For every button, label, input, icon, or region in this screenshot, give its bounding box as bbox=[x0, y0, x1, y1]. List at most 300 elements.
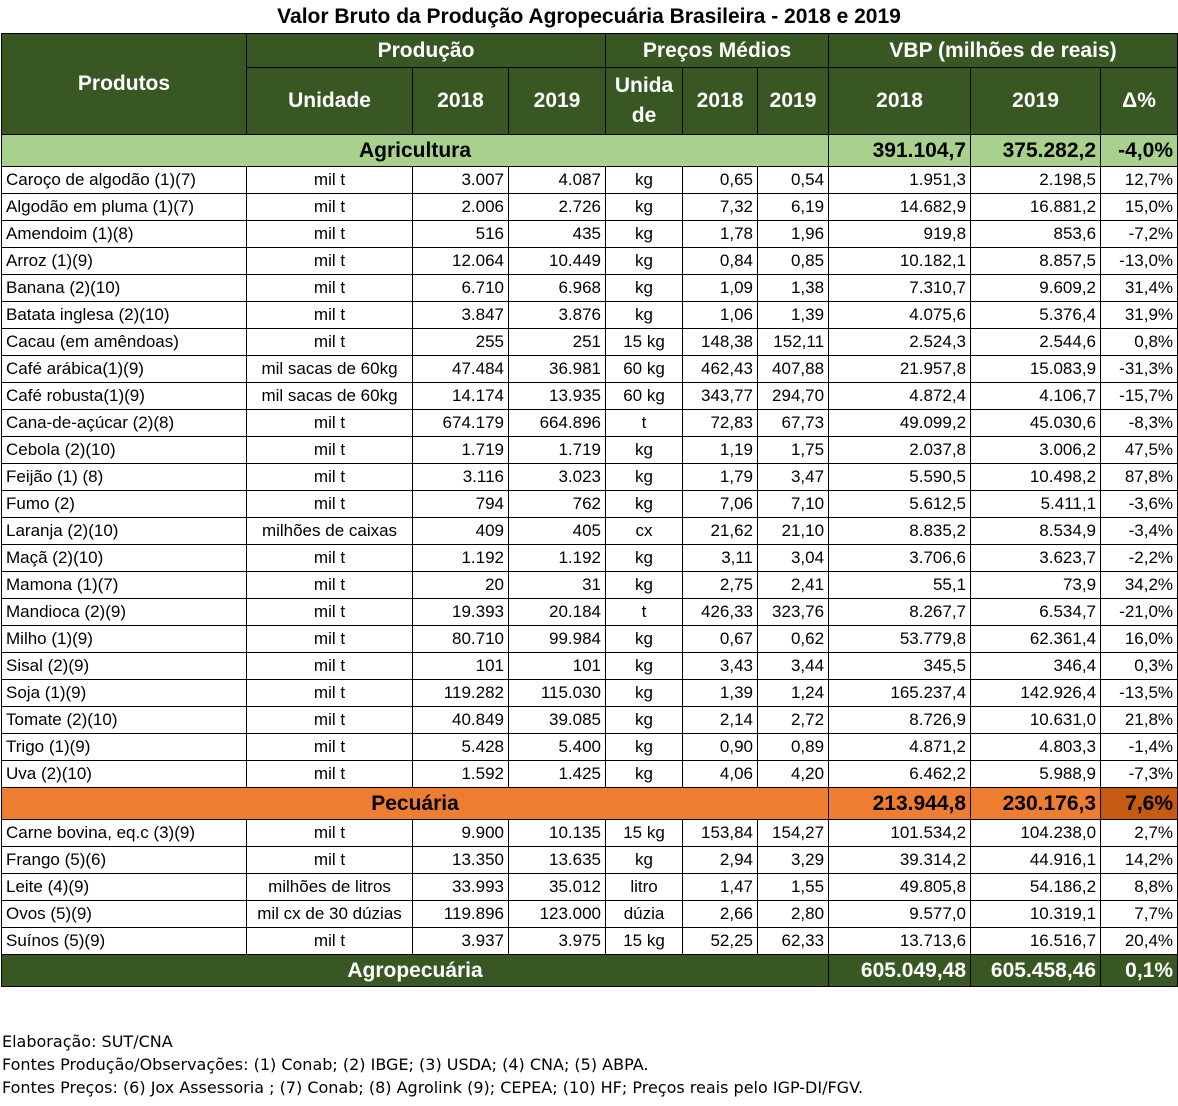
cell-unidade-preco: 15 kg bbox=[606, 928, 683, 955]
cell-preco-2018: 1,39 bbox=[683, 680, 758, 707]
cell-unidade: mil t bbox=[247, 302, 413, 329]
cell-vbp-2018: 8.267,7 bbox=[829, 599, 971, 626]
table-row bbox=[2, 545, 1178, 572]
cell-produto: Soja (1)(9) bbox=[2, 680, 247, 707]
cell-unidade-preco: t bbox=[606, 410, 683, 437]
cell-preco-2018: 1,79 bbox=[683, 464, 758, 491]
cell-producao-2018: 12.064 bbox=[413, 248, 509, 275]
cell-vbp-2018: 101.534,2 bbox=[829, 820, 971, 847]
cell-produto: Sisal (2)(9) bbox=[2, 653, 247, 680]
cell-unidade: mil t bbox=[247, 680, 413, 707]
cell-producao-2019: 20.184 bbox=[509, 599, 606, 626]
cell-unidade-preco: kg bbox=[606, 491, 683, 518]
table-row bbox=[2, 194, 1178, 221]
cell-produto: Milho (1)(9) bbox=[2, 626, 247, 653]
cell-unidade-preco: cx bbox=[606, 518, 683, 545]
cell-unidade-preco: kg bbox=[606, 572, 683, 599]
section-vbp-2019: 605.458,46 bbox=[971, 955, 1101, 987]
cell-delta: -7,3% bbox=[1101, 761, 1178, 788]
table-row bbox=[2, 221, 1178, 248]
cell-unidade-preco: kg bbox=[606, 545, 683, 572]
cell-unidade: mil t bbox=[247, 329, 413, 356]
cell-preco-2018: 21,62 bbox=[683, 518, 758, 545]
cell-preco-2019: 4,20 bbox=[758, 761, 829, 788]
cell-delta: -3,4% bbox=[1101, 518, 1178, 545]
table-row bbox=[2, 653, 1178, 680]
cell-preco-2018: 0,90 bbox=[683, 734, 758, 761]
cell-delta: -31,3% bbox=[1101, 356, 1178, 383]
cell-preco-2018: 2,14 bbox=[683, 707, 758, 734]
cell-producao-2019: 36.981 bbox=[509, 356, 606, 383]
cell-producao-2018: 3.937 bbox=[413, 928, 509, 955]
cell-preco-2019: 2,41 bbox=[758, 572, 829, 599]
section-vbp-2018: 391.104,7 bbox=[829, 135, 971, 167]
cell-producao-2018: 1.719 bbox=[413, 437, 509, 464]
cell-producao-2019: 13.935 bbox=[509, 383, 606, 410]
table-body bbox=[2, 135, 1178, 987]
cell-preco-2019: 3,47 bbox=[758, 464, 829, 491]
cell-producao-2018: 101 bbox=[413, 653, 509, 680]
cell-produto: Leite (4)(9) bbox=[2, 874, 247, 901]
cell-unidade: mil t bbox=[247, 572, 413, 599]
cell-delta: 7,7% bbox=[1101, 901, 1178, 928]
cell-producao-2019: 405 bbox=[509, 518, 606, 545]
cell-unidade-preco: kg bbox=[606, 680, 683, 707]
cell-vbp-2019: 54.186,2 bbox=[971, 874, 1101, 901]
cell-preco-2019: 0,85 bbox=[758, 248, 829, 275]
cell-producao-2018: 1.192 bbox=[413, 545, 509, 572]
footnotes bbox=[2, 1030, 863, 1099]
cell-producao-2019: 2.726 bbox=[509, 194, 606, 221]
cell-unidade: mil t bbox=[247, 928, 413, 955]
cell-preco-2019: 3,44 bbox=[758, 653, 829, 680]
cell-producao-2018: 2.006 bbox=[413, 194, 509, 221]
cell-vbp-2019: 15.083,9 bbox=[971, 356, 1101, 383]
cell-preco-2019: 1,38 bbox=[758, 275, 829, 302]
cell-delta: 14,2% bbox=[1101, 847, 1178, 874]
cell-vbp-2019: 16.881,2 bbox=[971, 194, 1101, 221]
cell-vbp-2019: 73,9 bbox=[971, 572, 1101, 599]
note-fontes-precos: Fontes Preços: (6) Jox Assessoria ; (7) Conab; (8) Agrolink (9); CEPEA; (10) HF; Preços reais pelo IGP-DI/FGV. bbox=[2, 1078, 864, 1097]
cell-delta: 34,2% bbox=[1101, 572, 1178, 599]
cell-unidade: mil t bbox=[247, 410, 413, 437]
cell-vbp-2019: 4.803,3 bbox=[971, 734, 1101, 761]
cell-preco-2019: 67,73 bbox=[758, 410, 829, 437]
cell-produto: Carne bovina, eq.c (3)(9) bbox=[2, 820, 247, 847]
cell-preco-2019: 7,10 bbox=[758, 491, 829, 518]
cell-vbp-2018: 21.957,8 bbox=[829, 356, 971, 383]
cell-vbp-2018: 53.779,8 bbox=[829, 626, 971, 653]
cell-produto: Ovos (5)(9) bbox=[2, 901, 247, 928]
cell-vbp-2019: 2.198,5 bbox=[971, 167, 1101, 194]
section-delta: 7,6% bbox=[1101, 788, 1178, 820]
cell-unidade: mil t bbox=[247, 707, 413, 734]
cell-produto: Cana-de-açúcar (2)(8) bbox=[2, 410, 247, 437]
cell-preco-2018: 7,32 bbox=[683, 194, 758, 221]
cell-preco-2018: 0,65 bbox=[683, 167, 758, 194]
cell-unidade-preco: 60 kg bbox=[606, 383, 683, 410]
cell-unidade: milhões de caixas bbox=[247, 518, 413, 545]
cell-producao-2019: 115.030 bbox=[509, 680, 606, 707]
cell-unidade-preco: t bbox=[606, 599, 683, 626]
cell-unidade-preco: kg bbox=[606, 734, 683, 761]
cell-producao-2019: 31 bbox=[509, 572, 606, 599]
cell-producao-2019: 4.087 bbox=[509, 167, 606, 194]
cell-producao-2018: 3.847 bbox=[413, 302, 509, 329]
cell-preco-2019: 62,33 bbox=[758, 928, 829, 955]
cell-vbp-2019: 16.516,7 bbox=[971, 928, 1101, 955]
cell-unidade-preco: kg bbox=[606, 707, 683, 734]
cell-preco-2019: 3,29 bbox=[758, 847, 829, 874]
cell-vbp-2019: 44.916,1 bbox=[971, 847, 1101, 874]
cell-unidade: mil t bbox=[247, 820, 413, 847]
cell-preco-2019: 3,04 bbox=[758, 545, 829, 572]
cell-delta: 87,8% bbox=[1101, 464, 1178, 491]
cell-vbp-2019: 3.006,2 bbox=[971, 437, 1101, 464]
cell-unidade: mil t bbox=[247, 464, 413, 491]
cell-producao-2018: 119.896 bbox=[413, 901, 509, 928]
cell-preco-2019: 294,70 bbox=[758, 383, 829, 410]
table-row bbox=[2, 599, 1178, 626]
cell-unidade: mil t bbox=[247, 847, 413, 874]
cell-producao-2019: 435 bbox=[509, 221, 606, 248]
cell-delta: 8,8% bbox=[1101, 874, 1178, 901]
header-unidade-preco: Unida de bbox=[606, 68, 683, 135]
header-produtos: Produtos bbox=[2, 34, 247, 135]
cell-preco-2019: 407,88 bbox=[758, 356, 829, 383]
cell-producao-2018: 20 bbox=[413, 572, 509, 599]
cell-producao-2018: 40.849 bbox=[413, 707, 509, 734]
cell-unidade-preco: kg bbox=[606, 653, 683, 680]
cell-vbp-2019: 5.988,9 bbox=[971, 761, 1101, 788]
cell-produto: Suínos (5)(9) bbox=[2, 928, 247, 955]
cell-vbp-2018: 9.577,0 bbox=[829, 901, 971, 928]
cell-delta: 15,0% bbox=[1101, 194, 1178, 221]
cell-preco-2019: 154,27 bbox=[758, 820, 829, 847]
cell-unidade-preco: kg bbox=[606, 221, 683, 248]
section-delta: 0,1% bbox=[1101, 955, 1178, 987]
cell-unidade-preco: kg bbox=[606, 248, 683, 275]
cell-preco-2018: 0,84 bbox=[683, 248, 758, 275]
table-row bbox=[2, 383, 1178, 410]
cell-vbp-2018: 49.099,2 bbox=[829, 410, 971, 437]
cell-preco-2018: 1,78 bbox=[683, 221, 758, 248]
cell-producao-2018: 33.993 bbox=[413, 874, 509, 901]
table-row bbox=[2, 874, 1178, 901]
cell-producao-2018: 516 bbox=[413, 221, 509, 248]
cell-delta: 2,7% bbox=[1101, 820, 1178, 847]
section-vbp-2019: 375.282,2 bbox=[971, 135, 1101, 167]
cell-preco-2019: 1,96 bbox=[758, 221, 829, 248]
section-label: Pecuária bbox=[2, 788, 829, 820]
cell-preco-2018: 3,11 bbox=[683, 545, 758, 572]
cell-vbp-2019: 62.361,4 bbox=[971, 626, 1101, 653]
cell-produto: Trigo (1)(9) bbox=[2, 734, 247, 761]
cell-vbp-2019: 8.534,9 bbox=[971, 518, 1101, 545]
cell-preco-2018: 148,38 bbox=[683, 329, 758, 356]
vbp-table bbox=[1, 33, 1178, 987]
cell-producao-2019: 762 bbox=[509, 491, 606, 518]
cell-delta: 0,3% bbox=[1101, 653, 1178, 680]
cell-preco-2019: 1,39 bbox=[758, 302, 829, 329]
cell-unidade-preco: 15 kg bbox=[606, 820, 683, 847]
cell-produto: Mandioca (2)(9) bbox=[2, 599, 247, 626]
cell-unidade: milhões de litros bbox=[247, 874, 413, 901]
cell-producao-2019: 35.012 bbox=[509, 874, 606, 901]
cell-preco-2019: 0,62 bbox=[758, 626, 829, 653]
cell-unidade-preco: 60 kg bbox=[606, 356, 683, 383]
cell-preco-2018: 426,33 bbox=[683, 599, 758, 626]
table-row bbox=[2, 626, 1178, 653]
cell-produto: Feijão (1) (8) bbox=[2, 464, 247, 491]
cell-vbp-2018: 4.871,2 bbox=[829, 734, 971, 761]
cell-unidade-preco: litro bbox=[606, 874, 683, 901]
cell-preco-2019: 323,76 bbox=[758, 599, 829, 626]
cell-preco-2018: 52,25 bbox=[683, 928, 758, 955]
cell-delta: -1,4% bbox=[1101, 734, 1178, 761]
cell-vbp-2018: 4.075,6 bbox=[829, 302, 971, 329]
cell-producao-2019: 13.635 bbox=[509, 847, 606, 874]
cell-producao-2019: 251 bbox=[509, 329, 606, 356]
table-row bbox=[2, 572, 1178, 599]
cell-unidade: mil t bbox=[247, 761, 413, 788]
cell-vbp-2019: 346,4 bbox=[971, 653, 1101, 680]
cell-producao-2018: 80.710 bbox=[413, 626, 509, 653]
cell-vbp-2018: 919,8 bbox=[829, 221, 971, 248]
cell-producao-2019: 39.085 bbox=[509, 707, 606, 734]
cell-unidade-preco: kg bbox=[606, 847, 683, 874]
cell-vbp-2018: 165.237,4 bbox=[829, 680, 971, 707]
cell-preco-2019: 6,19 bbox=[758, 194, 829, 221]
cell-vbp-2019: 2.544,6 bbox=[971, 329, 1101, 356]
cell-vbp-2018: 7.310,7 bbox=[829, 275, 971, 302]
section-vbp-2018: 605.049,48 bbox=[829, 955, 971, 987]
cell-producao-2018: 9.900 bbox=[413, 820, 509, 847]
cell-vbp-2019: 5.376,4 bbox=[971, 302, 1101, 329]
cell-producao-2018: 794 bbox=[413, 491, 509, 518]
cell-vbp-2019: 853,6 bbox=[971, 221, 1101, 248]
cell-unidade: mil sacas de 60kg bbox=[247, 356, 413, 383]
cell-delta: 47,5% bbox=[1101, 437, 1178, 464]
cell-vbp-2018: 8.726,9 bbox=[829, 707, 971, 734]
cell-vbp-2019: 10.631,0 bbox=[971, 707, 1101, 734]
cell-producao-2019: 1.719 bbox=[509, 437, 606, 464]
cell-producao-2018: 119.282 bbox=[413, 680, 509, 707]
cell-preco-2019: 21,10 bbox=[758, 518, 829, 545]
cell-producao-2018: 255 bbox=[413, 329, 509, 356]
cell-produto: Arroz (1)(9) bbox=[2, 248, 247, 275]
section-row-agropecuaria bbox=[2, 955, 1178, 987]
cell-producao-2018: 5.428 bbox=[413, 734, 509, 761]
cell-vbp-2019: 6.534,7 bbox=[971, 599, 1101, 626]
cell-unidade: mil cx de 30 dúzias bbox=[247, 901, 413, 928]
cell-delta: -7,2% bbox=[1101, 221, 1178, 248]
cell-produto: Uva (2)(10) bbox=[2, 761, 247, 788]
cell-produto: Tomate (2)(10) bbox=[2, 707, 247, 734]
cell-producao-2019: 3.023 bbox=[509, 464, 606, 491]
cell-unidade: mil t bbox=[247, 221, 413, 248]
cell-preco-2019: 2,72 bbox=[758, 707, 829, 734]
cell-vbp-2018: 10.182,1 bbox=[829, 248, 971, 275]
table-row bbox=[2, 734, 1178, 761]
cell-unidade: mil t bbox=[247, 491, 413, 518]
cell-vbp-2018: 5.590,5 bbox=[829, 464, 971, 491]
cell-preco-2018: 72,83 bbox=[683, 410, 758, 437]
cell-producao-2018: 3.007 bbox=[413, 167, 509, 194]
cell-vbp-2018: 1.951,3 bbox=[829, 167, 971, 194]
cell-preco-2018: 7,06 bbox=[683, 491, 758, 518]
cell-preco-2018: 0,67 bbox=[683, 626, 758, 653]
cell-delta: 16,0% bbox=[1101, 626, 1178, 653]
cell-preco-2018: 1,06 bbox=[683, 302, 758, 329]
cell-vbp-2019: 104.238,0 bbox=[971, 820, 1101, 847]
cell-delta: 21,8% bbox=[1101, 707, 1178, 734]
cell-vbp-2018: 2.037,8 bbox=[829, 437, 971, 464]
table-row bbox=[2, 761, 1178, 788]
section-vbp-2018: 213.944,8 bbox=[829, 788, 971, 820]
cell-preco-2019: 152,11 bbox=[758, 329, 829, 356]
cell-unidade: mil t bbox=[247, 167, 413, 194]
cell-preco-2018: 462,43 bbox=[683, 356, 758, 383]
cell-produto: Laranja (2)(10) bbox=[2, 518, 247, 545]
cell-delta: -21,0% bbox=[1101, 599, 1178, 626]
cell-preco-2018: 1,19 bbox=[683, 437, 758, 464]
header-unidade: Unidade bbox=[247, 68, 413, 135]
cell-produto: Maçã (2)(10) bbox=[2, 545, 247, 572]
cell-unidade: mil t bbox=[247, 275, 413, 302]
cell-vbp-2018: 55,1 bbox=[829, 572, 971, 599]
cell-vbp-2019: 3.623,7 bbox=[971, 545, 1101, 572]
table-row bbox=[2, 410, 1178, 437]
cell-unidade-preco: dúzia bbox=[606, 901, 683, 928]
cell-vbp-2018: 6.462,2 bbox=[829, 761, 971, 788]
cell-vbp-2018: 8.835,2 bbox=[829, 518, 971, 545]
cell-producao-2019: 1.192 bbox=[509, 545, 606, 572]
cell-vbp-2018: 2.524,3 bbox=[829, 329, 971, 356]
header-vbp-2018: 2018 bbox=[829, 68, 971, 135]
cell-preco-2018: 2,66 bbox=[683, 901, 758, 928]
table-row bbox=[2, 302, 1178, 329]
cell-vbp-2018: 13.713,6 bbox=[829, 928, 971, 955]
cell-unidade: mil t bbox=[247, 599, 413, 626]
cell-vbp-2018: 39.314,2 bbox=[829, 847, 971, 874]
cell-producao-2018: 6.710 bbox=[413, 275, 509, 302]
header-delta: Δ% bbox=[1101, 68, 1178, 135]
cell-preco-2018: 343,77 bbox=[683, 383, 758, 410]
cell-delta: -13,5% bbox=[1101, 680, 1178, 707]
table-row bbox=[2, 248, 1178, 275]
cell-delta: -3,6% bbox=[1101, 491, 1178, 518]
cell-vbp-2018: 4.872,4 bbox=[829, 383, 971, 410]
cell-producao-2019: 5.400 bbox=[509, 734, 606, 761]
cell-vbp-2018: 3.706,6 bbox=[829, 545, 971, 572]
section-label: Agropecuária bbox=[2, 955, 829, 987]
cell-producao-2019: 101 bbox=[509, 653, 606, 680]
cell-preco-2018: 1,09 bbox=[683, 275, 758, 302]
cell-unidade: mil t bbox=[247, 194, 413, 221]
table-row bbox=[2, 901, 1178, 928]
cell-unidade-preco: kg bbox=[606, 167, 683, 194]
cell-vbp-2019: 9.609,2 bbox=[971, 275, 1101, 302]
cell-produto: Banana (2)(10) bbox=[2, 275, 247, 302]
section-row-pecuaria bbox=[2, 788, 1178, 820]
cell-unidade-preco: kg bbox=[606, 761, 683, 788]
cell-delta: -8,3% bbox=[1101, 410, 1178, 437]
cell-unidade-preco: kg bbox=[606, 275, 683, 302]
cell-unidade: mil t bbox=[247, 248, 413, 275]
cell-producao-2019: 6.968 bbox=[509, 275, 606, 302]
cell-producao-2018: 19.393 bbox=[413, 599, 509, 626]
header-precos-medios: Preços Médios bbox=[606, 34, 829, 68]
cell-producao-2019: 10.135 bbox=[509, 820, 606, 847]
cell-delta: 20,4% bbox=[1101, 928, 1178, 955]
cell-produto: Frango (5)(6) bbox=[2, 847, 247, 874]
cell-vbp-2019: 45.030,6 bbox=[971, 410, 1101, 437]
cell-producao-2018: 14.174 bbox=[413, 383, 509, 410]
cell-produto: Café arábica(1)(9) bbox=[2, 356, 247, 383]
cell-vbp-2019: 8.857,5 bbox=[971, 248, 1101, 275]
cell-producao-2019: 99.984 bbox=[509, 626, 606, 653]
cell-delta: -13,0% bbox=[1101, 248, 1178, 275]
cell-preco-2019: 1,24 bbox=[758, 680, 829, 707]
cell-unidade: mil sacas de 60kg bbox=[247, 383, 413, 410]
table-title: Valor Bruto da Produção Agropecuária Brasileira - 2018 e 2019 bbox=[277, 5, 901, 28]
header-vbp: VBP (milhões de reais) bbox=[829, 34, 1178, 68]
cell-produto: Algodão em pluma (1)(7) bbox=[2, 194, 247, 221]
cell-vbp-2019: 142.926,4 bbox=[971, 680, 1101, 707]
cell-vbp-2018: 14.682,9 bbox=[829, 194, 971, 221]
cell-vbp-2018: 5.612,5 bbox=[829, 491, 971, 518]
cell-produto: Amendoim (1)(8) bbox=[2, 221, 247, 248]
cell-producao-2018: 674.179 bbox=[413, 410, 509, 437]
cell-preco-2019: 2,80 bbox=[758, 901, 829, 928]
cell-produto: Batata inglesa (2)(10) bbox=[2, 302, 247, 329]
cell-preco-2018: 2,94 bbox=[683, 847, 758, 874]
cell-unidade: mil t bbox=[247, 653, 413, 680]
cell-unidade-preco: kg bbox=[606, 626, 683, 653]
table-row bbox=[2, 518, 1178, 545]
table-row bbox=[2, 707, 1178, 734]
note-elaboracao: Elaboração: SUT/CNA bbox=[2, 1032, 173, 1051]
cell-delta: 0,8% bbox=[1101, 329, 1178, 356]
cell-vbp-2019: 5.411,1 bbox=[971, 491, 1101, 518]
cell-producao-2018: 409 bbox=[413, 518, 509, 545]
cell-unidade-preco: 15 kg bbox=[606, 329, 683, 356]
cell-unidade-preco: kg bbox=[606, 302, 683, 329]
cell-preco-2019: 0,54 bbox=[758, 167, 829, 194]
cell-producao-2019: 3.975 bbox=[509, 928, 606, 955]
table-row bbox=[2, 491, 1178, 518]
cell-produto: Cacau (em amêndoas) bbox=[2, 329, 247, 356]
note-fontes-producao: Fontes Produção/Observações: (1) Conab; (2) IBGE; (3) USDA; (4) CNA; (5) ABPA. bbox=[2, 1055, 649, 1074]
cell-preco-2018: 4,06 bbox=[683, 761, 758, 788]
table-row bbox=[2, 820, 1178, 847]
header-producao: Produção bbox=[247, 34, 606, 68]
cell-vbp-2019: 4.106,7 bbox=[971, 383, 1101, 410]
table-row bbox=[2, 464, 1178, 491]
table-row bbox=[2, 928, 1178, 955]
cell-unidade: mil t bbox=[247, 626, 413, 653]
cell-unidade: mil t bbox=[247, 437, 413, 464]
header-preco-2019: 2019 bbox=[758, 68, 829, 135]
cell-preco-2019: 1,75 bbox=[758, 437, 829, 464]
cell-produto: Mamona (1)(7) bbox=[2, 572, 247, 599]
cell-preco-2018: 153,84 bbox=[683, 820, 758, 847]
table-row bbox=[2, 356, 1178, 383]
section-delta: -4,0% bbox=[1101, 135, 1178, 167]
header-producao-2019: 2019 bbox=[509, 68, 606, 135]
cell-produto: Fumo (2) bbox=[2, 491, 247, 518]
